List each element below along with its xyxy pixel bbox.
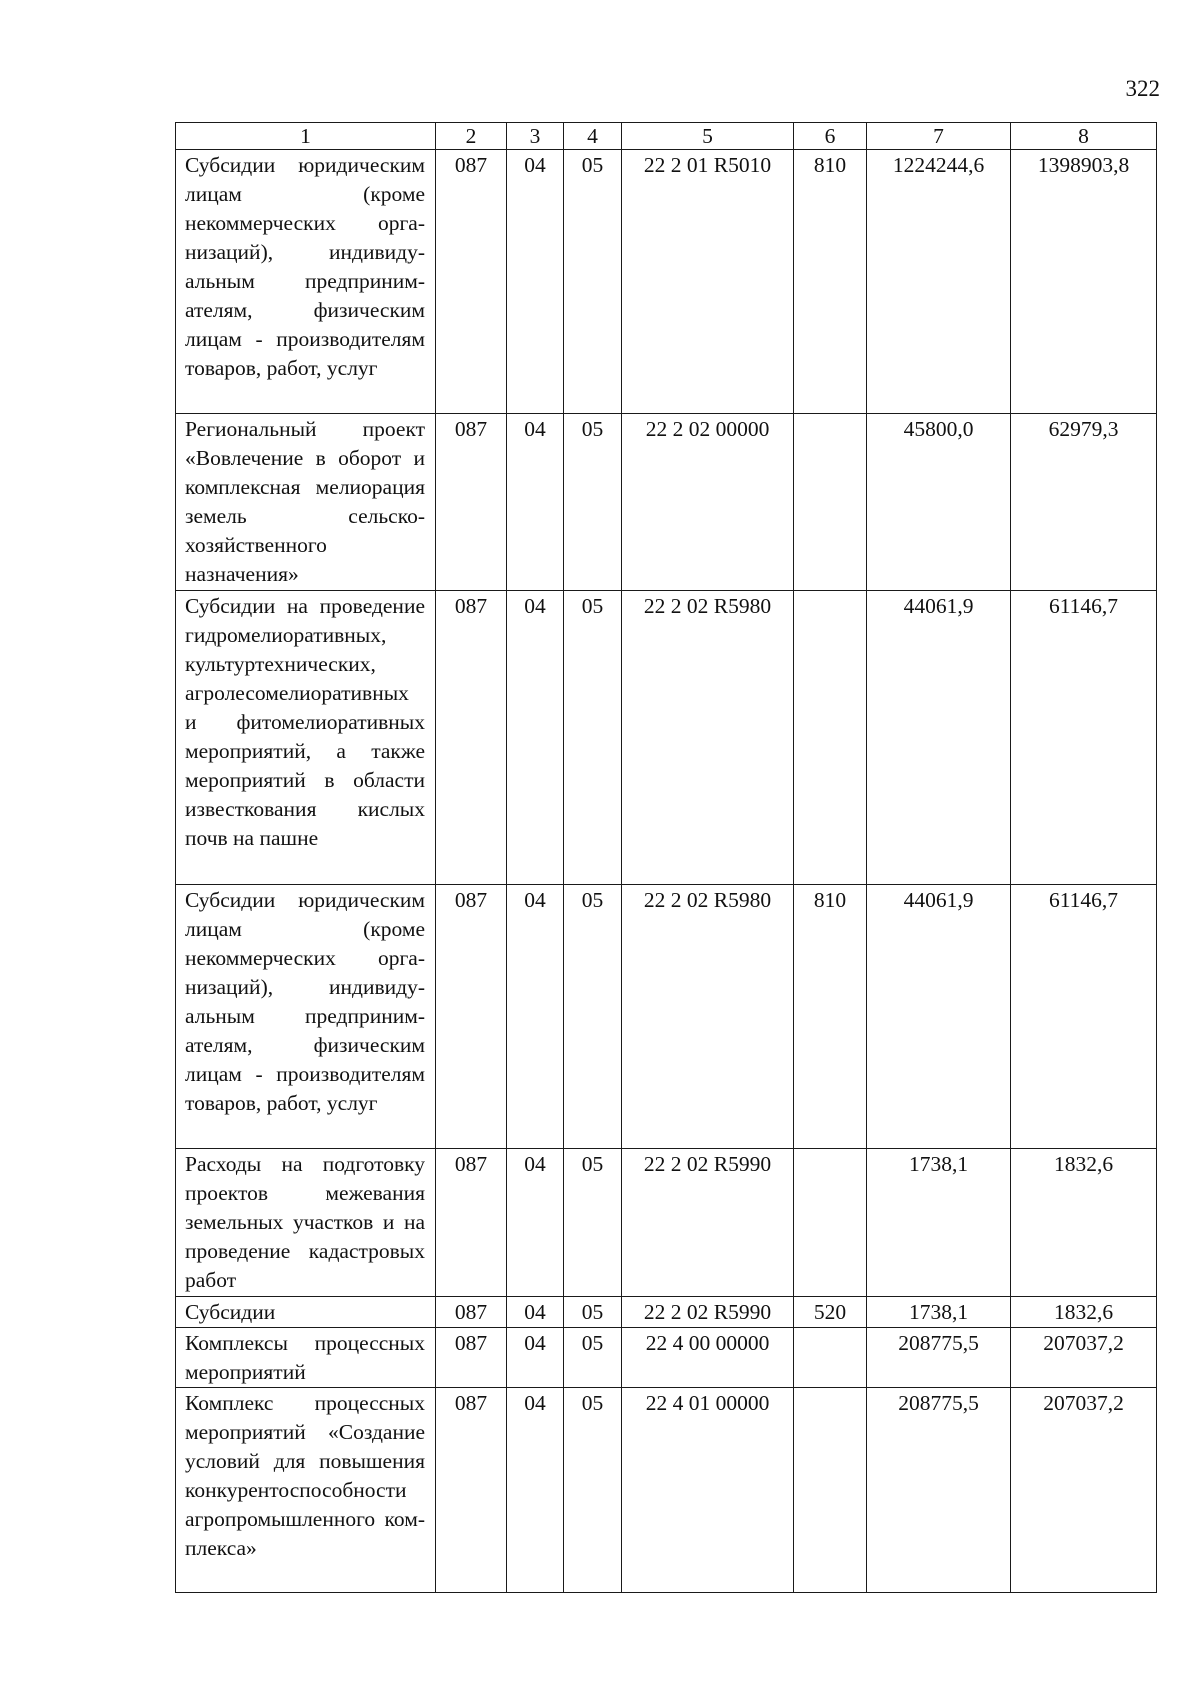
row-subsection: 05	[564, 1149, 622, 1297]
row-sum-year2: 207037,2	[1011, 1328, 1157, 1388]
table-row	[176, 1328, 1157, 1388]
row-target-article: 22 4 01 00000	[622, 1388, 794, 1593]
row-name: Субсидии юридическим лицам (кроме некоммерческих организаций), индивидуальным предпринимателям, физическим лицам - производителям товаров, работ, услуг	[176, 885, 436, 1149]
row-expense-type: 520	[794, 1297, 867, 1328]
row-sum-year2: 207037,2	[1011, 1388, 1157, 1593]
table-row	[176, 885, 1157, 1149]
row-ministry: 087	[436, 885, 507, 1149]
row-ministry: 087	[436, 1149, 507, 1297]
row-subsection: 05	[564, 1328, 622, 1388]
row-sum-year2: 1832,6	[1011, 1297, 1157, 1328]
page-number: 322	[1125, 76, 1160, 101]
table-row	[176, 150, 1157, 414]
row-sum-year2: 1832,6	[1011, 1149, 1157, 1297]
row-sum-year1: 208775,5	[867, 1328, 1011, 1388]
row-subsection: 05	[564, 150, 622, 414]
column-header: 8	[1011, 123, 1157, 150]
row-sum-year1: 44061,9	[867, 885, 1011, 1149]
row-expense-type	[794, 414, 867, 591]
row-subsection: 05	[564, 885, 622, 1149]
row-section: 04	[507, 1297, 564, 1328]
row-name: Субсидии	[176, 1297, 436, 1328]
row-target-article: 22 2 02 R5980	[622, 885, 794, 1149]
row-ministry: 087	[436, 150, 507, 414]
row-name: Субсидии юридическим лицам (кроме некоммерческих организаций), индивидуальным предпринимателям, физическим лицам - производителям товаров, работ, услуг	[176, 150, 436, 414]
column-header: 4	[564, 123, 622, 150]
row-subsection: 05	[564, 591, 622, 885]
row-target-article: 22 2 02 R5990	[622, 1297, 794, 1328]
row-sum-year1: 45800,0	[867, 414, 1011, 591]
row-sum-year1: 1224244,6	[867, 150, 1011, 414]
row-section: 04	[507, 885, 564, 1149]
table-row	[176, 1388, 1157, 1593]
row-section: 04	[507, 414, 564, 591]
row-sum-year1: 208775,5	[867, 1388, 1011, 1593]
row-sum-year2: 61146,7	[1011, 591, 1157, 885]
row-sum-year1: 1738,1	[867, 1149, 1011, 1297]
budget-table	[175, 122, 1157, 1593]
table-row	[176, 414, 1157, 591]
row-ministry: 087	[436, 591, 507, 885]
row-subsection: 05	[564, 414, 622, 591]
row-section: 04	[507, 1388, 564, 1593]
row-ministry: 087	[436, 414, 507, 591]
row-expense-type: 810	[794, 150, 867, 414]
row-sum-year1: 1738,1	[867, 1297, 1011, 1328]
column-header: 3	[507, 123, 564, 150]
row-sum-year2: 61146,7	[1011, 885, 1157, 1149]
table-row	[176, 1297, 1157, 1328]
table-row	[176, 591, 1157, 885]
column-header: 7	[867, 123, 1011, 150]
row-expense-type	[794, 1328, 867, 1388]
row-target-article: 22 2 02 R5990	[622, 1149, 794, 1297]
row-expense-type	[794, 1388, 867, 1593]
column-header: 2	[436, 123, 507, 150]
row-section: 04	[507, 1328, 564, 1388]
table-header-row	[176, 123, 1157, 150]
row-target-article: 22 2 02 R5980	[622, 591, 794, 885]
row-section: 04	[507, 1149, 564, 1297]
row-name: Комплексы процессных мероприятий	[176, 1328, 436, 1388]
row-section: 04	[507, 591, 564, 885]
row-name: Субсидии на проведение гидромелиоративных, культуртехнических, агролесомелиоративных и фитомелиоративных мероприятий, а также мероприятий в области известкования кислых почв на пашне	[176, 591, 436, 885]
row-name: Региональный проект «Вовлечение в оборот и комплексная мелиорация земель сельскохозяйственного назначения»	[176, 414, 436, 591]
row-target-article: 22 2 01 R5010	[622, 150, 794, 414]
row-sum-year1: 44061,9	[867, 591, 1011, 885]
row-ministry: 087	[436, 1328, 507, 1388]
row-sum-year2: 1398903,8	[1011, 150, 1157, 414]
row-ministry: 087	[436, 1388, 507, 1593]
row-expense-type: 810	[794, 885, 867, 1149]
row-expense-type	[794, 1149, 867, 1297]
table-row	[176, 1149, 1157, 1297]
column-header: 5	[622, 123, 794, 150]
row-ministry: 087	[436, 1297, 507, 1328]
column-header: 6	[794, 123, 867, 150]
row-expense-type	[794, 591, 867, 885]
row-subsection: 05	[564, 1388, 622, 1593]
row-sum-year2: 62979,3	[1011, 414, 1157, 591]
row-target-article: 22 4 00 00000	[622, 1328, 794, 1388]
column-header: 1	[176, 123, 436, 150]
row-name: Расходы на подготовку проектов межевания земельных участков и на проведение кадастровых работ	[176, 1149, 436, 1297]
row-name: Комплекс процессных мероприятий «Создание условий для повышения конкурентоспособности агропромышленного комплекса»	[176, 1388, 436, 1593]
row-section: 04	[507, 150, 564, 414]
row-subsection: 05	[564, 1297, 622, 1328]
row-target-article: 22 2 02 00000	[622, 414, 794, 591]
